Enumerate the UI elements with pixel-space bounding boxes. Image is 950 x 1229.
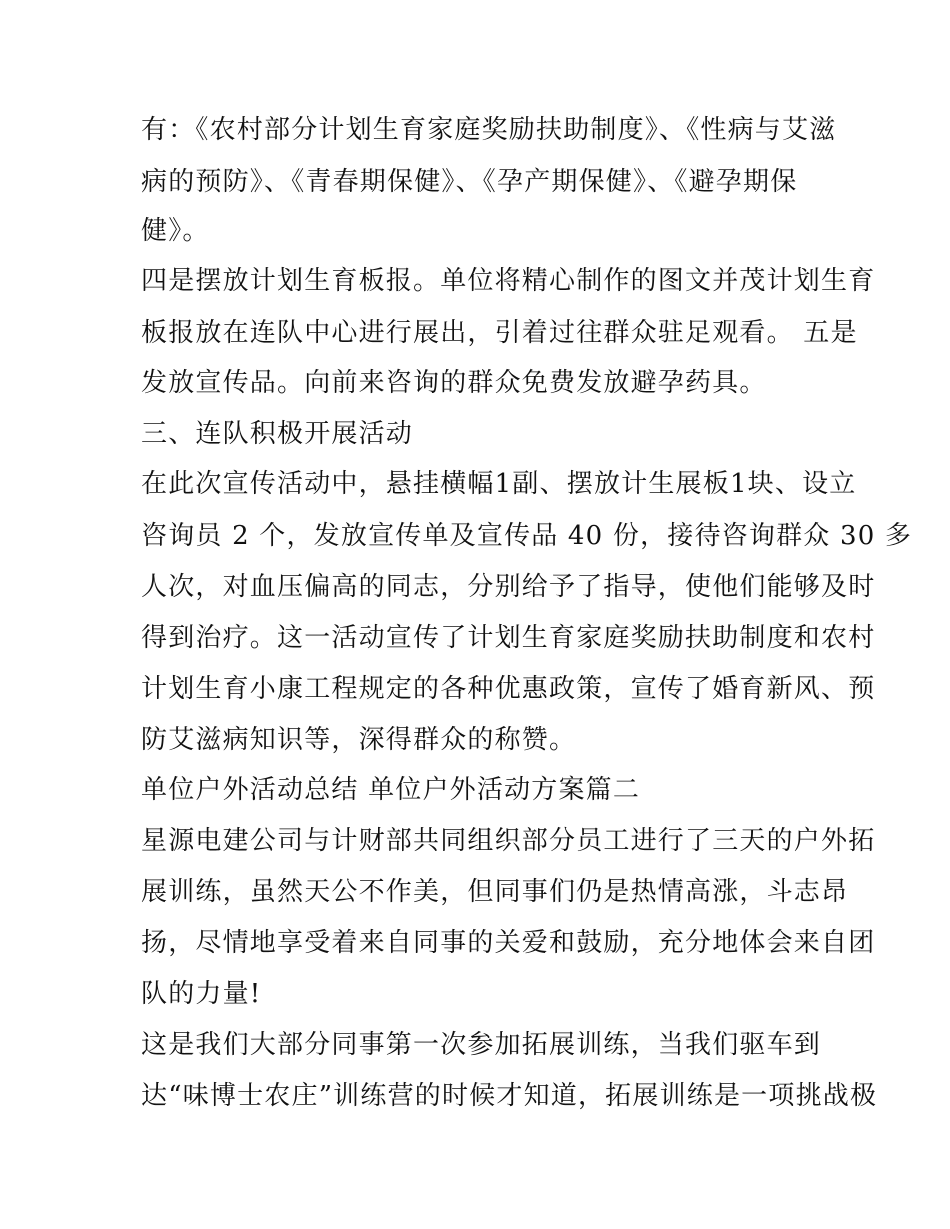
text-line: 咨询员 2 个，发放宣传单及宣传品 40 份，接待咨询群众 30 多 [141,521,913,551]
text-line: 展训练，虽然天公不作美，但同事们仍是热情高涨，斗志昂 [141,877,849,907]
text-line: 有：《农村部分计划生育家庭奖励扶助制度》、《性病与艾滋 [141,115,837,145]
text-line: 扬，尽情地享受着来自同事的关爱和鼓励，充分地体会来自团 [141,928,876,958]
text-line: 星源电建公司与计财部共同组织部分员工进行了三天的户外拓 [141,826,876,856]
text-line: 得到治疗。这一活动宣传了计划生育家庭奖励扶助制度和农村 [141,623,876,653]
text-line: 健》。 [141,216,210,246]
section-heading: 单位户外活动总结 单位户外活动方案篇二 [141,775,641,805]
text-line: 病的预防》、《青春期保健》、《孕产期保健》、《避孕期保 [141,167,798,197]
text-line: 发放宣传品。向前来咨询的群众免费发放避孕药具。 [141,368,767,398]
text-line: 人次，对血压偏高的同志，分别给予了指导，使他们能够及时 [141,572,876,602]
text-line: 四是摆放计划生育板报。单位将精心制作的图文并茂计划生育 [141,266,876,296]
text-line: 这是我们大部分同事第一次参加拓展训练，当我们驱车到 [141,1030,822,1060]
text-line: 在此次宣传活动中，悬挂横幅1副、摆放计生展板1块、设立 [141,469,857,499]
text-line: 防艾滋病知识等，深得群众的称赞。 [141,725,577,755]
text-line: 计划生育小康工程规定的各种优惠政策，宣传了婚育新风、预 [141,674,876,704]
text-line: 队的力量! [141,979,262,1009]
section-heading: 三、连队积极开展活动 [141,419,414,449]
text-line: 达“味博士农庄”训练营的时候才知道，拓展训练是一项挑战极 [141,1081,878,1111]
text-line: 板报放在连队中心进行展出，引着过往群众驻足观看。 五是 [141,318,858,348]
